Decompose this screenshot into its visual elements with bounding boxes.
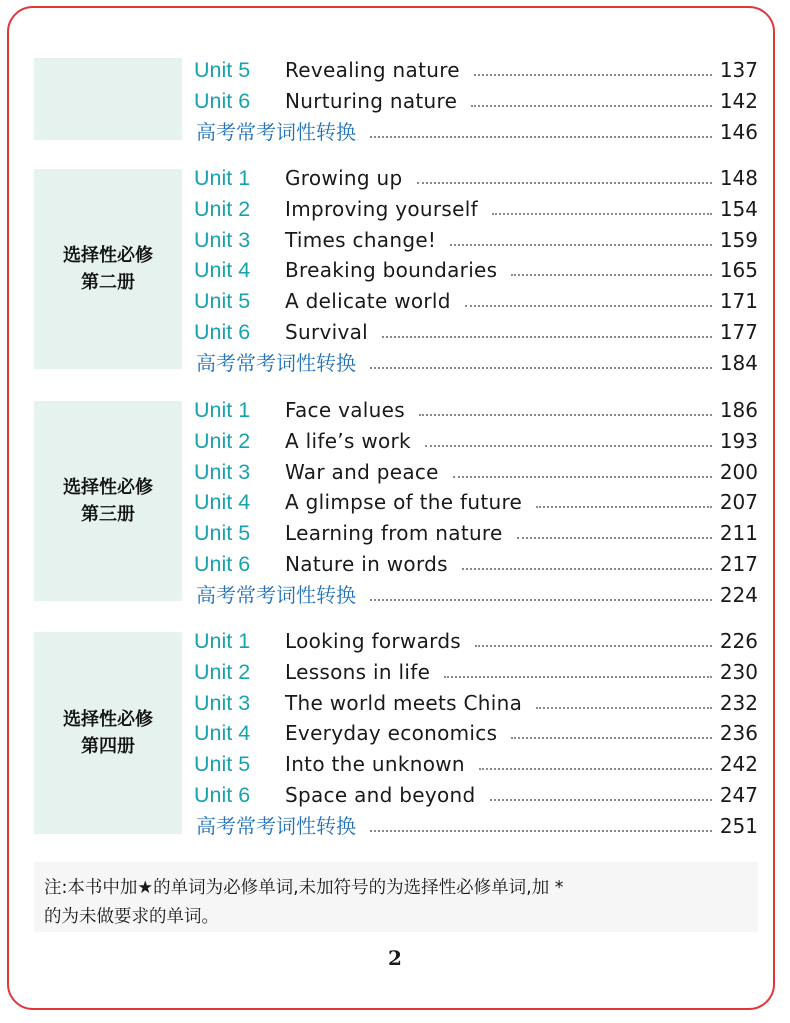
- unit-title: A life’s work: [285, 428, 411, 453]
- toc-entry[interactable]: [194, 194, 758, 224]
- footnote-line-2: 的为未做要求的单词。: [44, 907, 219, 927]
- page-ref: 251: [719, 813, 758, 838]
- unit-title: Times change!: [285, 227, 437, 252]
- toc-entry[interactable]: [194, 55, 758, 85]
- unit-title: Breaking boundaries: [285, 258, 498, 283]
- review-title: 高考常考词性转换: [196, 582, 356, 607]
- toc-entry-review[interactable]: [194, 117, 758, 147]
- unit-number: Unit 5: [194, 752, 251, 777]
- page-ref: 171: [719, 289, 758, 314]
- volume-label: [34, 401, 182, 601]
- toc-entry-review[interactable]: [194, 811, 758, 841]
- unit-title: Learning from nature: [285, 521, 503, 546]
- dot-leader: [419, 414, 712, 416]
- unit-number: Unit 4: [194, 721, 251, 746]
- unit-title: Into the unknown: [285, 752, 465, 777]
- toc-entry-review[interactable]: [194, 348, 758, 378]
- unit-title: War and peace: [285, 459, 439, 484]
- unit-title: Nature in words: [285, 552, 448, 576]
- toc-entry[interactable]: [194, 657, 758, 687]
- page-ref: 146: [719, 119, 758, 144]
- dot-leader: [425, 445, 712, 447]
- dot-leader: [462, 568, 712, 570]
- unit-title: Lessons in life: [285, 659, 431, 684]
- volume-label: [34, 632, 182, 834]
- unit-title: Space and beyond: [285, 783, 476, 807]
- page-ref: 137: [719, 58, 758, 82]
- unit-title: The world meets China: [285, 690, 523, 715]
- unit-number: Unit 5: [194, 58, 251, 82]
- toc-entry[interactable]: [194, 317, 758, 347]
- unit-number: Unit 3: [194, 459, 251, 484]
- page-ref: 184: [719, 350, 758, 375]
- page-ref: 186: [719, 398, 758, 422]
- dot-leader: [490, 799, 712, 801]
- dot-leader: [382, 336, 712, 338]
- toc-entry[interactable]: [194, 426, 758, 456]
- page-ref: 148: [719, 166, 758, 190]
- page-ref: 159: [719, 227, 758, 252]
- page-ref: 242: [719, 752, 758, 777]
- unit-title: A glimpse of the future: [285, 490, 523, 515]
- page-ref: 177: [719, 320, 758, 344]
- dot-leader: [536, 506, 712, 508]
- page-ref: 193: [719, 428, 758, 453]
- toc-entry[interactable]: [194, 286, 758, 316]
- unit-title: Everyday economics: [285, 721, 498, 746]
- unit-number: Unit 5: [194, 289, 251, 314]
- dot-leader: [450, 244, 712, 246]
- unit-number: Unit 2: [194, 659, 251, 684]
- toc-entry[interactable]: [194, 688, 758, 718]
- unit-title: Revealing nature: [285, 58, 460, 82]
- unit-number: Unit 1: [194, 629, 251, 653]
- toc-entry[interactable]: [194, 626, 758, 656]
- unit-number: Unit 1: [194, 398, 251, 422]
- unit-number: Unit 2: [194, 196, 251, 221]
- unit-title: Growing up: [285, 166, 403, 190]
- page-ref: 211: [719, 521, 758, 546]
- dot-leader: [417, 182, 712, 184]
- unit-title: Face values: [285, 398, 405, 422]
- dot-leader: [370, 367, 712, 369]
- unit-number: Unit 6: [194, 783, 251, 807]
- page-ref: 247: [719, 783, 758, 807]
- toc-entry[interactable]: [194, 225, 758, 255]
- dot-leader: [471, 105, 712, 107]
- unit-title: Improving yourself: [285, 196, 478, 221]
- toc-entry-review[interactable]: [194, 580, 758, 610]
- dot-leader: [370, 136, 712, 138]
- page-number: 2: [388, 946, 402, 970]
- unit-title: Looking forwards: [285, 629, 462, 653]
- volume-label-line1: 选择性必修: [63, 477, 153, 498]
- volume-label-line1: 选择性必修: [63, 709, 153, 730]
- unit-number: Unit 1: [194, 166, 251, 190]
- volume-label: [34, 169, 182, 369]
- dot-leader: [465, 305, 712, 307]
- dot-leader: [475, 645, 712, 647]
- page-ref: 165: [719, 258, 758, 283]
- page-ref: 236: [719, 721, 758, 746]
- review-title: 高考常考词性转换: [196, 119, 356, 144]
- dot-leader: [453, 476, 712, 478]
- toc-entry[interactable]: [194, 163, 758, 193]
- page-ref: 217: [719, 552, 758, 576]
- footnote-line-1: 注:本书中加★的单词为必修单词,未加符号的为选择性必修单词,加 *: [44, 878, 564, 898]
- toc-entry[interactable]: [194, 457, 758, 487]
- toc-entry[interactable]: [194, 518, 758, 548]
- unit-number: Unit 3: [194, 690, 251, 715]
- unit-number: Unit 6: [194, 320, 251, 344]
- dot-leader: [536, 707, 712, 709]
- unit-title: Nurturing nature: [285, 88, 458, 113]
- page-ref: 226: [719, 629, 758, 653]
- review-title: 高考常考词性转换: [196, 350, 356, 375]
- dot-leader: [511, 274, 712, 276]
- page-ref: 154: [719, 196, 758, 221]
- page-ref: 230: [719, 659, 758, 684]
- page-ref: 200: [719, 459, 758, 484]
- toc-entry[interactable]: [194, 549, 758, 579]
- toc-entry[interactable]: [194, 86, 758, 116]
- volume-label-line2: 第二册: [81, 272, 135, 293]
- toc-entry[interactable]: [194, 749, 758, 779]
- unit-title: A delicate world: [285, 289, 451, 314]
- volume-label-line1: 选择性必修: [63, 245, 153, 266]
- dot-leader: [517, 537, 712, 539]
- toc-entry[interactable]: [194, 395, 758, 425]
- toc-entry[interactable]: [194, 718, 758, 748]
- toc-entry[interactable]: [194, 255, 758, 285]
- dot-leader: [444, 676, 712, 678]
- unit-number: Unit 4: [194, 258, 251, 283]
- page-ref: 142: [719, 88, 758, 113]
- review-title: 高考常考词性转换: [196, 813, 356, 838]
- volume-label-line2: 第三册: [81, 504, 135, 525]
- unit-number: Unit 2: [194, 428, 251, 453]
- unit-title: Survival: [285, 320, 369, 344]
- dot-leader: [370, 830, 712, 832]
- unit-number: Unit 4: [194, 490, 251, 515]
- unit-number: Unit 6: [194, 552, 251, 576]
- dot-leader: [492, 213, 712, 215]
- unit-number: Unit 5: [194, 521, 251, 546]
- toc-entry[interactable]: [194, 487, 758, 517]
- page-ref: 207: [719, 490, 758, 515]
- volume-label: [34, 58, 182, 140]
- volume-label-line2: 第四册: [81, 736, 135, 757]
- toc-entry[interactable]: [194, 780, 758, 810]
- page-ref: 224: [719, 582, 758, 607]
- dot-leader: [511, 737, 712, 739]
- dot-leader: [474, 74, 712, 76]
- dot-leader: [479, 768, 712, 770]
- page-ref: 232: [719, 690, 758, 715]
- footnote: [34, 862, 758, 932]
- unit-number: Unit 3: [194, 227, 251, 252]
- unit-number: Unit 6: [194, 88, 251, 113]
- dot-leader: [370, 599, 712, 601]
